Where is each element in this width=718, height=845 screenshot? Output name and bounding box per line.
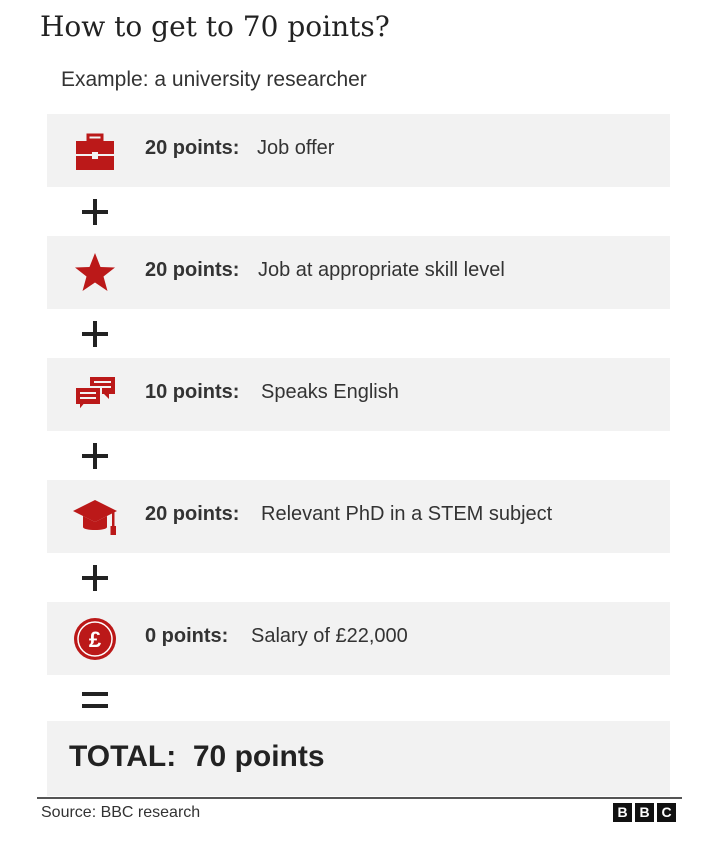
points-description: Job offer	[257, 137, 335, 159]
logo-letter: B	[613, 803, 632, 822]
points-description: Job at appropriate skill level	[258, 259, 505, 281]
briefcase-icon	[72, 128, 118, 174]
points-value: 20 points:	[145, 137, 240, 159]
plus-icon	[78, 439, 112, 473]
graduation-cap-icon	[72, 494, 118, 540]
plus-icon	[78, 317, 112, 351]
points-row-english	[47, 358, 670, 431]
logo-letter: B	[635, 803, 654, 822]
total-row	[47, 721, 670, 796]
points-row-job-offer	[47, 114, 670, 187]
points-description: Speaks English	[261, 381, 399, 403]
total-label: TOTAL: 70 points	[69, 740, 325, 773]
points-description: Salary of £22,000	[251, 625, 408, 647]
chart-title: How to get to 70 points?	[40, 10, 390, 43]
points-value: 10 points:	[145, 381, 240, 403]
star-icon	[72, 250, 118, 296]
equals-icon	[78, 683, 112, 717]
bbc-logo	[613, 803, 676, 823]
plus-icon	[78, 195, 112, 229]
points-value: 20 points:	[145, 503, 240, 525]
pound-coin-icon	[72, 616, 118, 662]
points-description: Relevant PhD in a STEM subject	[261, 503, 553, 525]
points-value: 20 points:	[145, 259, 240, 281]
points-value: 0 points:	[145, 625, 229, 647]
source-note: Source: BBC research	[41, 804, 201, 821]
plus-icon	[78, 561, 112, 595]
subtitle: Example: a university researcher	[61, 68, 367, 91]
points-row-phd	[47, 480, 670, 553]
logo-letter: C	[657, 803, 676, 822]
points-row-salary	[47, 602, 670, 675]
speech-bubbles-icon	[72, 372, 118, 418]
svg-text:£: £	[88, 627, 102, 652]
points-row-skill-level	[47, 236, 670, 309]
footer-divider	[37, 797, 682, 799]
